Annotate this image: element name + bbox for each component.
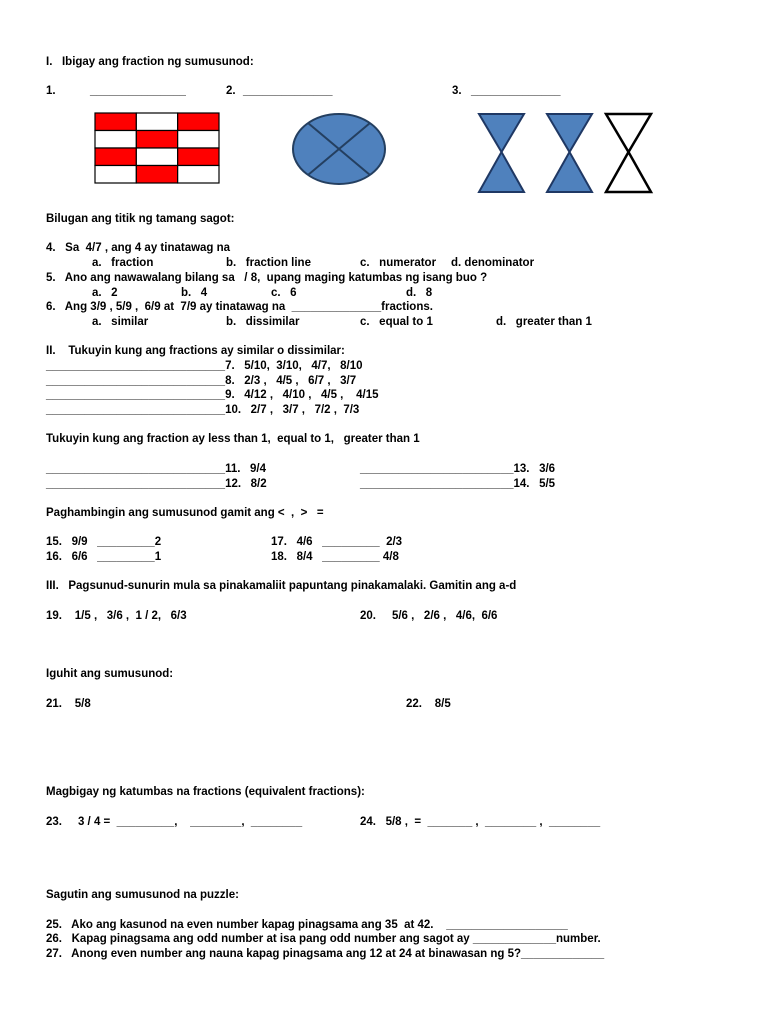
question-7[interactable]: ____________________________7. 5/10, 3/10, 4/7, 8/10 (46, 360, 363, 372)
question-24[interactable]: 24. 5/8 , = _______ , ________ , ________ (360, 816, 601, 828)
item-1-number: 1. (46, 85, 56, 97)
question-27[interactable]: 27. Anong even number ang nauna kapag pinagsama ang 12 at 24 at binawasan ng 5?_____________ (46, 948, 605, 960)
q5-choice-b[interactable]: b. 4 (181, 287, 208, 299)
question-19: 19. 1/5 , 3/6 , 1 / 2, 6/3 (46, 610, 187, 622)
grid-cell-empty (95, 166, 136, 184)
question-5: 5. Ano ang nawawalang bilang sa / 8, upang maging katumbas ng isang buo ? (46, 272, 488, 284)
grid-cell-empty (95, 131, 136, 149)
q4-choice-d[interactable]: d. denominator (451, 257, 535, 269)
draw-heading: Iguhit ang sumusunod: (46, 668, 174, 680)
q5-choice-d[interactable]: d. 8 (406, 287, 433, 299)
question-23[interactable]: 23. 3 / 4 = _________, ________, ________ (46, 816, 303, 828)
question-26[interactable]: 26. Kapag pinagsama ang odd number at isa pang odd number ang sagot ay _____________number. (46, 933, 601, 945)
fraction-circle-figure (290, 112, 388, 188)
puzzle-heading: Sagutin ang sumusunod na puzzle: (46, 889, 239, 901)
compare2-heading: Paghambingin ang sumusunod gamit ang < , > = (46, 507, 324, 519)
grid-cell-shaded (136, 131, 177, 149)
question-20: 20. 5/6 , 2/6 , 4/6, 6/6 (360, 610, 498, 622)
question-25[interactable]: 25. Ako ang kasunod na even number kapag pinagsama ang 35 at 42. ___________________ (46, 919, 568, 931)
part2-heading: II. Tukuyin kung ang fractions ay similar o dissimilar: (46, 345, 345, 357)
grid-cell-shaded (178, 148, 219, 166)
item-2-number: 2. (226, 85, 236, 97)
grid-cell-shaded (178, 113, 219, 131)
item-1-answer-blank[interactable]: _______________ (90, 85, 186, 97)
question-21: 21. 5/8 (46, 698, 91, 710)
q4-choice-b[interactable]: b. fraction line (226, 257, 311, 269)
q5-choice-a[interactable]: a. 2 (92, 287, 118, 299)
question-22: 22. 8/5 (406, 698, 451, 710)
grid-cell-shaded (95, 113, 136, 131)
q5-choice-c[interactable]: c. 6 (271, 287, 297, 299)
question-12[interactable]: ____________________________12. 8/2 (46, 478, 267, 490)
mc-heading: Bilugan ang titik ng tamang sagot: (46, 213, 235, 225)
question-16[interactable]: 16. 6/6 _________1 (46, 551, 162, 563)
compare1-heading: Tukuyin kung ang fraction ay less than 1, equal to 1, greater than 1 (46, 433, 420, 445)
grid-cell-shaded (136, 166, 177, 184)
item-3-answer-blank[interactable]: ______________ (471, 85, 561, 97)
question-15[interactable]: 15. 9/9 _________2 (46, 536, 162, 548)
grid-cell-empty (178, 131, 219, 149)
question-13[interactable]: ________________________13. 3/6 (360, 463, 556, 475)
question-4: 4. Sa 4/7 , ang 4 ay tinatawag na (46, 242, 231, 254)
equiv-heading: Magbigay ng katumbas na fractions (equivalent fractions): (46, 786, 365, 798)
grid-cell-shaded (95, 148, 136, 166)
q6-choice-a[interactable]: a. similar (92, 316, 149, 328)
part3-heading: III. Pagsunud-sunurin mula sa pinakamaliit papuntang pinakamalaki. Gamitin ang a-d (46, 580, 517, 592)
hourglass-figure (476, 111, 656, 195)
question-10[interactable]: ____________________________10. 2/7 , 3/7 , 7/2 , 7/3 (46, 404, 360, 416)
grid-cell-empty (136, 148, 177, 166)
grid-cell-empty (178, 166, 219, 184)
fraction-grid-figure (94, 112, 220, 184)
question-6: 6. Ang 3/9 , 5/9 , 6/9 at 7/9 ay tinatawag na ______________fractions. (46, 301, 433, 313)
item-3-number: 3. (452, 85, 462, 97)
q4-choice-a[interactable]: a. fraction (92, 257, 154, 269)
item-2-answer-blank[interactable]: ______________ (243, 85, 333, 97)
q4-choice-c[interactable]: c. numerator (360, 257, 437, 269)
part1-heading: I. Ibigay ang fraction ng sumusunod: (46, 56, 254, 68)
question-17[interactable]: 17. 4/6 _________ 2/3 (271, 536, 403, 548)
q6-choice-b[interactable]: b. dissimilar (226, 316, 300, 328)
grid-cell-empty (136, 113, 177, 131)
question-9[interactable]: ____________________________9. 4/12 , 4/10 , 4/5 , 4/15 (46, 389, 379, 401)
question-14[interactable]: ________________________14. 5/5 (360, 478, 556, 490)
question-8[interactable]: ____________________________8. 2/3 , 4/5 , 6/7 , 3/7 (46, 375, 357, 387)
question-11[interactable]: ____________________________11. 9/4 (46, 463, 267, 475)
q6-choice-c[interactable]: c. equal to 1 (360, 316, 433, 328)
question-18[interactable]: 18. 8/4 _________ 4/8 (271, 551, 399, 563)
q6-choice-d[interactable]: d. greater than 1 (496, 316, 592, 328)
